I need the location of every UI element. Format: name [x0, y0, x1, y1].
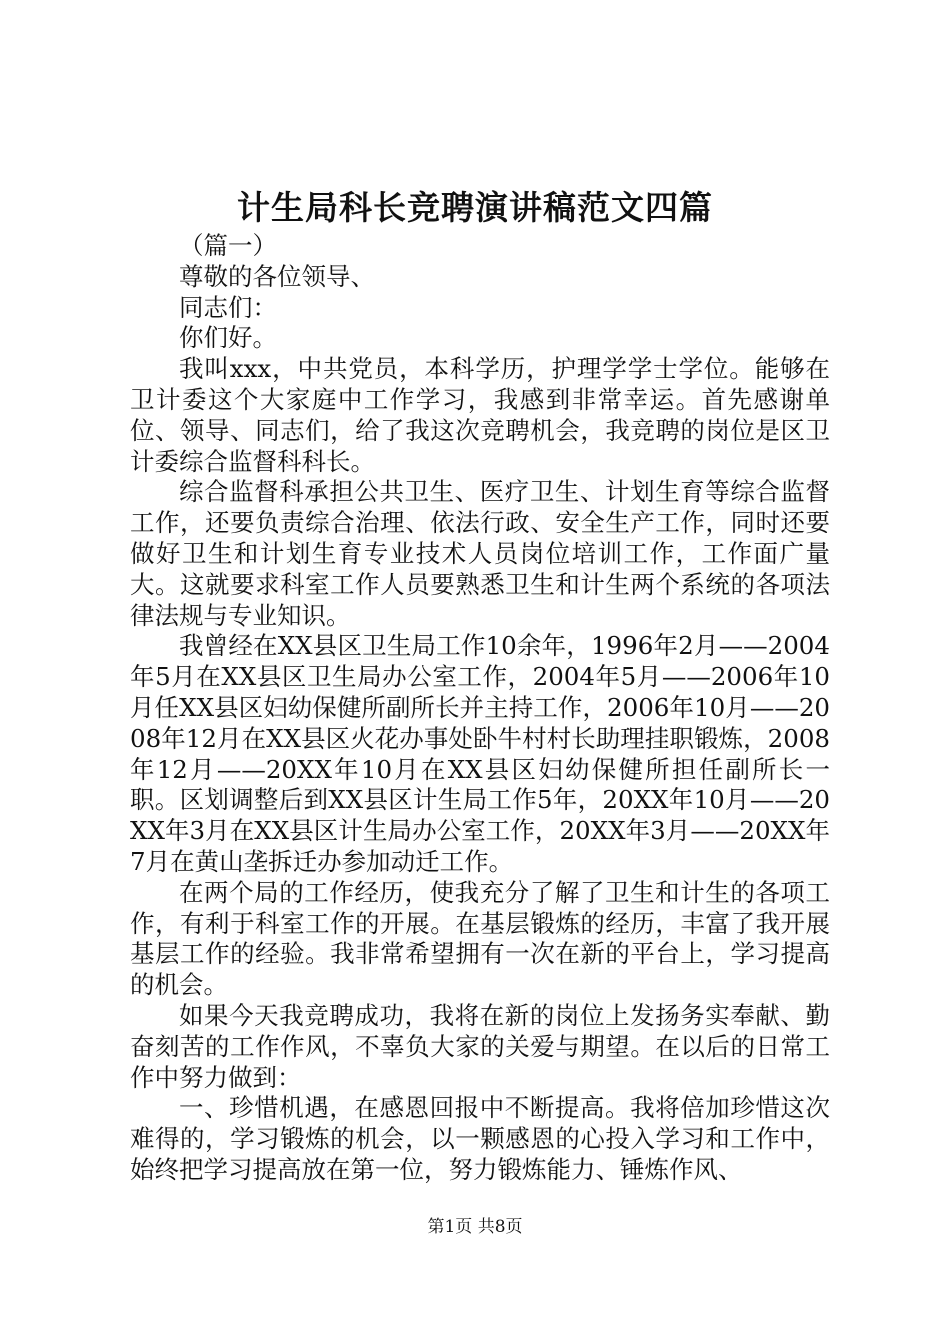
page-number-footer: 第1页 共8页: [427, 1217, 523, 1237]
salutation-line: 尊敬的各位领导、: [179, 261, 375, 291]
document-body: [130, 231, 830, 1186]
body-paragraph: 我叫xxx，中共党员，本科学历，护理学学士学位。能够在卫计委这个大家庭中工作学习，我感到非常幸运。首先感谢单位、领导、同志们，给了我这次竞聘机会，我竞聘的岗位是区卫计委综合监督科科长。: [130, 354, 830, 476]
body-paragraph: 我曾经在XX县区卫生局工作10余年，1996年2月——2004年5月在XX县区卫生局办公室工作，2004年5月——2006年10月任XX县区妇幼保健所副所长并主持工作，2006年10月——2008年12月在XX县区火花办事处卧牛村村长助理挂职锻炼，2008年12月——20XX年10月在XX县区妇幼保健所担任副所长一职。区划调整后到XX县区计生局工作5年，20XX年10月——20XX年3月在XX县区计生局办公室工作，20XX年3月——20XX年7月在黄山垄拆迁办参加动迁工作。: [130, 631, 830, 876]
body-paragraph: 如果今天我竞聘成功，我将在新的岗位上发扬务实奉献、勤奋刻苦的工作作风，不辜负大家的关爱与期望。在以后的日常工作中努力做到：: [130, 1000, 830, 1092]
salutation-line: 同志们：: [179, 292, 277, 322]
body-paragraph: 在两个局的工作经历，使我充分了解了卫生和计生的各项工作，有利于科室工作的开展。在基层锻炼的经历，丰富了我开展基层工作的经验。我非常希望拥有一次在新的平台上，学习提高的机会。: [130, 877, 830, 1000]
document-title: 计生局科长竞聘演讲稿范文四篇: [237, 188, 713, 227]
greeting-line: 你们好。: [179, 323, 277, 353]
body-paragraph: 一、珍惜机遇，在感恩回报中不断提高。我将倍加珍惜这次难得的，学习锻炼的机会，以一颗感恩的心投入学习和工作中，始终把学习提高放在第一位，努力锻炼能力、锤炼作风、: [130, 1093, 830, 1184]
section-heading: （篇一）: [179, 231, 277, 260]
body-paragraph: 综合监督科承担公共卫生、医疗卫生、计划生育等综合监督工作，还要负责综合治理、依法行政、安全生产工作，同时还要做好卫生和计划生育专业技术人员岗位培训工作，工作面广量大。这就要求科室工作人员要熟悉卫生和计生两个系统的各项法律法规与专业知识。: [130, 477, 830, 630]
